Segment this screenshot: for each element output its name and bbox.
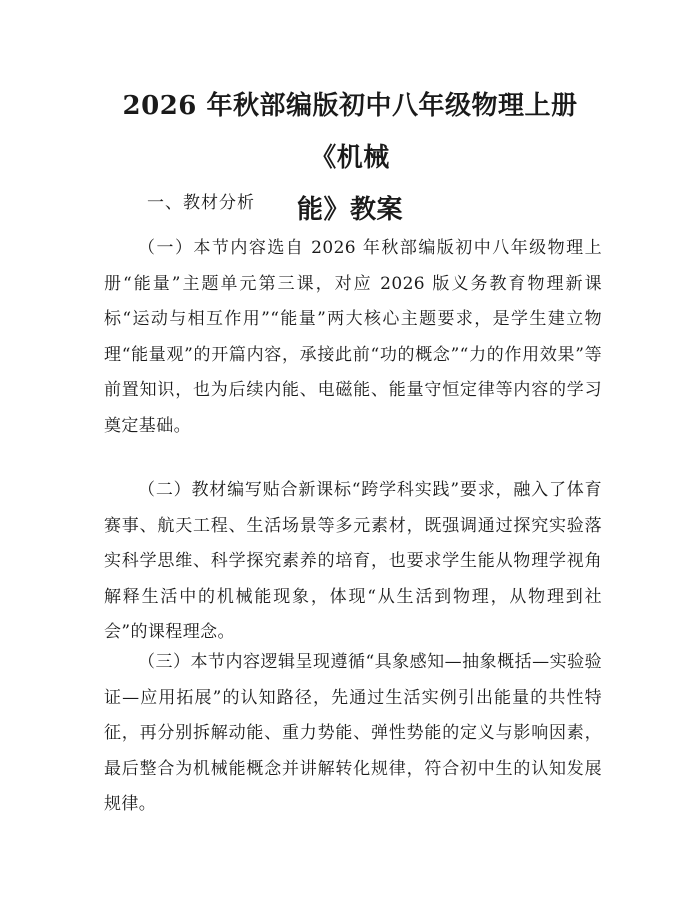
paragraph-2: （二）教材编写贴合新课标“跨学科实践”要求，融入了体育赛事、航天工程、生活场景等多元素材，既强调通过探究实验落实科学思维、科学探究素养的培育，也要求学生能从物理学视角解释生活中的机械能现象，体现“从生活到物理，从物理到社会”的课程理念。 [104,480,602,642]
paragraph-3: （三）本节内容逻辑呈现遵循“具象感知—抽象概括—实验验证—应用拓展”的认知路径，先通过生活实例引出能量的共性特征，再分别拆解动能、重力势能、弹性势能的定义与影响因素，最后整合为机械能概念并讲解转化规律，符合初中生的认知发展规律。 [104,652,602,814]
section-heading: 一、教材分析 [147,193,255,213]
paragraph-1: （一）本节内容选自 2026 年秋部编版初中八年级物理上册“能量”主题单元第三课，对应 2026 版义务教育物理新课标“运动与相互作用”“能量”两大核心主题要求，是学生建立物理“能量观”的开篇内容，承接此前“功的概念”“力的作用效果”等前置知识，也为后续内能、电磁能、能量守恒定律等内容的学习奠定基础。 [104,238,602,436]
document-title: 2026 年秋部编版初中八年级物理上册《机械 能》教案 [122,91,578,225]
